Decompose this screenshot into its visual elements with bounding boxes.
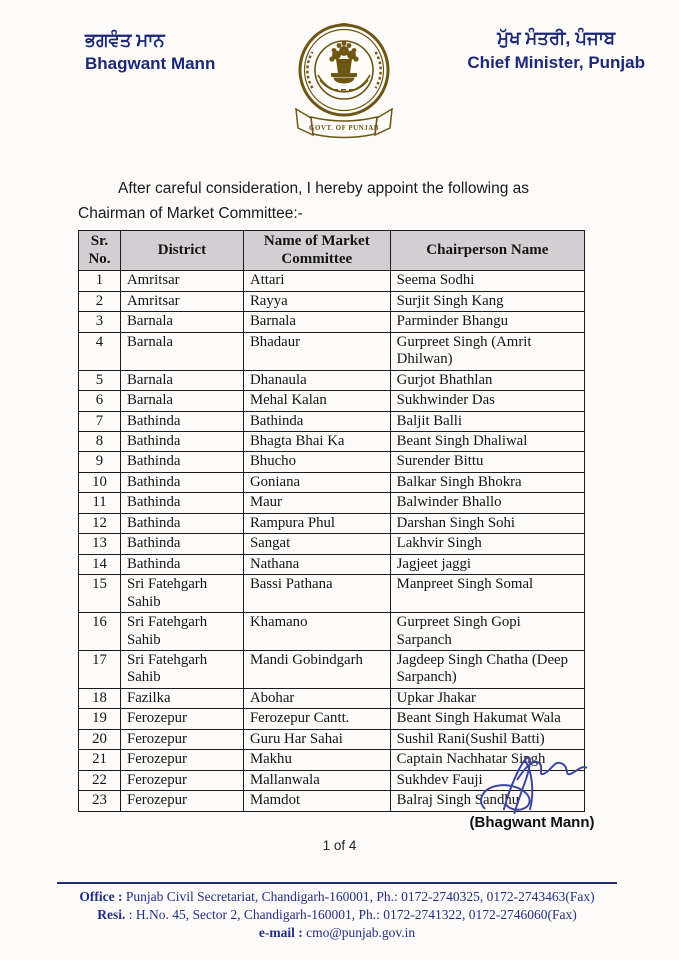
cell-chairperson: Captain Nachhatar Singh bbox=[390, 750, 584, 770]
signature-block bbox=[452, 750, 612, 831]
cell-chairperson: Gurpreet Singh (Amrit Dhilwan) bbox=[390, 332, 584, 370]
cell-sr-no: 9 bbox=[79, 452, 121, 472]
cell-market-committee: Maur bbox=[243, 493, 390, 513]
cell-market-committee: Nathana bbox=[243, 554, 390, 574]
footer-office-label: Office : bbox=[79, 889, 123, 904]
cell-chairperson: Jagjeet jaggi bbox=[390, 554, 584, 574]
cm-name-english: Bhagwant Mann bbox=[85, 54, 216, 73]
cell-market-committee: Goniana bbox=[243, 472, 390, 492]
cell-sr-no: 13 bbox=[79, 534, 121, 554]
emblem-banner-text: GOVT. OF PUNJAB bbox=[309, 124, 379, 132]
intro-paragraph: After careful consideration, I hereby appoint the following as Chairman of Market Committee:- bbox=[78, 180, 529, 222]
cell-district: Amritsar bbox=[120, 271, 243, 291]
cell-district: Ferozepur bbox=[120, 770, 243, 790]
cell-market-committee: Khamano bbox=[243, 613, 390, 651]
cell-district: Ferozepur bbox=[120, 709, 243, 729]
table-header bbox=[79, 231, 585, 271]
cell-market-committee: Rayya bbox=[243, 291, 390, 311]
table-row bbox=[79, 575, 585, 613]
cell-district: Sri Fatehgarh Sahib bbox=[120, 575, 243, 613]
cell-market-committee: Ferozepur Cantt. bbox=[243, 709, 390, 729]
cell-district: Bathinda bbox=[120, 513, 243, 533]
cell-sr-no: 7 bbox=[79, 411, 121, 431]
cell-chairperson: Jagdeep Singh Chatha (Deep Sarpanch) bbox=[390, 650, 584, 688]
cell-district: Bathinda bbox=[120, 472, 243, 492]
cell-chairperson: Parminder Bhangu bbox=[390, 312, 584, 332]
table-row bbox=[79, 493, 585, 513]
cell-chairperson: Manpreet Singh Somal bbox=[390, 575, 584, 613]
cell-sr-no: 6 bbox=[79, 391, 121, 411]
cell-sr-no: 23 bbox=[79, 791, 121, 811]
cm-name-punjabi: ਭਗਵੰਤ ਮਾਨ bbox=[85, 30, 165, 50]
cell-chairperson: Darshan Singh Sohi bbox=[390, 513, 584, 533]
cell-chairperson: Sukhwinder Das bbox=[390, 391, 584, 411]
cell-market-committee: Mamdot bbox=[243, 791, 390, 811]
cell-district: Ferozepur bbox=[120, 791, 243, 811]
cell-sr-no: 16 bbox=[79, 613, 121, 651]
cell-district: Fazilka bbox=[120, 688, 243, 708]
cell-sr-no: 14 bbox=[79, 554, 121, 574]
cell-chairperson: Balkar Singh Bhokra bbox=[390, 472, 584, 492]
table-header-row bbox=[79, 231, 585, 271]
cell-sr-no: 21 bbox=[79, 750, 121, 770]
header-market-committee: Name of Market Committee bbox=[243, 231, 390, 271]
cell-district: Barnala bbox=[120, 370, 243, 390]
cell-market-committee: Bhucho bbox=[243, 452, 390, 472]
cell-district: Barnala bbox=[120, 312, 243, 332]
signature-scribble-icon bbox=[469, 750, 595, 820]
cell-district: Ferozepur bbox=[120, 750, 243, 770]
cell-market-committee: Bassi Pathana bbox=[243, 575, 390, 613]
cell-chairperson: Balwinder Bhallo bbox=[390, 493, 584, 513]
cell-chairperson: Beant Singh Hakumat Wala bbox=[390, 709, 584, 729]
table-row bbox=[79, 452, 585, 472]
cell-sr-no: 19 bbox=[79, 709, 121, 729]
letterhead-left bbox=[85, 28, 215, 76]
cell-market-committee: Bhadaur bbox=[243, 332, 390, 370]
table-row bbox=[79, 534, 585, 554]
footer-residence-line bbox=[57, 906, 617, 924]
table-row bbox=[79, 709, 585, 729]
table-row bbox=[79, 332, 585, 370]
header-chairperson: Chairperson Name bbox=[390, 231, 584, 271]
cell-sr-no: 8 bbox=[79, 432, 121, 452]
cell-market-committee: Dhanaula bbox=[243, 370, 390, 390]
cm-title-punjabi: ਮੁੱਖ ਮੰਤਰੀ, ਪੰਜਾਬ bbox=[497, 28, 616, 48]
footer-office-line bbox=[57, 888, 617, 906]
cell-chairperson: Surjit Singh Kang bbox=[390, 291, 584, 311]
cell-district: Sri Fatehgarh Sahib bbox=[120, 650, 243, 688]
cell-market-committee: Bathinda bbox=[243, 411, 390, 431]
cell-sr-no: 2 bbox=[79, 291, 121, 311]
cell-district: Bathinda bbox=[120, 534, 243, 554]
cell-district: Bathinda bbox=[120, 452, 243, 472]
cell-district: Bathinda bbox=[120, 432, 243, 452]
footer-email-line bbox=[57, 924, 617, 942]
cell-district: Amritsar bbox=[120, 291, 243, 311]
cell-district: Barnala bbox=[120, 332, 243, 370]
cell-chairperson: Baljit Balli bbox=[390, 411, 584, 431]
table-row bbox=[79, 271, 585, 291]
cell-chairperson: Beant Singh Dhaliwal bbox=[390, 432, 584, 452]
footer-email-label: e-mail : bbox=[258, 925, 303, 940]
footer-residence-label: Resi. bbox=[97, 907, 126, 922]
table-row bbox=[79, 613, 585, 651]
cell-sr-no: 15 bbox=[79, 575, 121, 613]
cell-district: Bathinda bbox=[120, 411, 243, 431]
cell-chairperson: Upkar Jhakar bbox=[390, 688, 584, 708]
signatory-name: (Bhagwant Mann) bbox=[469, 814, 595, 831]
cell-district: Barnala bbox=[120, 391, 243, 411]
table-body bbox=[79, 271, 585, 811]
cell-market-committee: Mehal Kalan bbox=[243, 391, 390, 411]
cell-market-committee: Rampura Phul bbox=[243, 513, 390, 533]
appointments-table bbox=[78, 230, 585, 812]
cm-title-english: Chief Minister, Punjab bbox=[467, 53, 645, 72]
table-row bbox=[79, 513, 585, 533]
page-number: 1 of 4 bbox=[322, 838, 357, 853]
cell-sr-no: 1 bbox=[79, 271, 121, 291]
footer-email-text: cmo@punjab.gov.in bbox=[302, 925, 416, 940]
cell-sr-no: 10 bbox=[79, 472, 121, 492]
header-sr-no: Sr. No. bbox=[79, 231, 121, 271]
table-row bbox=[79, 391, 585, 411]
cell-sr-no: 18 bbox=[79, 688, 121, 708]
table-row bbox=[79, 688, 585, 708]
punjab-government-emblem-icon bbox=[280, 14, 408, 150]
table-row bbox=[79, 729, 585, 749]
cell-chairperson: Gurjot Bhathlan bbox=[390, 370, 584, 390]
table-row bbox=[79, 370, 585, 390]
cell-chairperson: Balraj Singh Sandhu bbox=[390, 791, 584, 811]
cell-market-committee: Abohar bbox=[243, 688, 390, 708]
cell-market-committee: Mallanwala bbox=[243, 770, 390, 790]
header-district: District bbox=[120, 231, 243, 271]
footer-office-text: Punjab Civil Secretariat, Chandigarh-160001, Ph.: 0172-2740325, 0172-2743463(Fax) bbox=[122, 889, 595, 904]
cell-market-committee: Sangat bbox=[243, 534, 390, 554]
cell-market-committee: Makhu bbox=[243, 750, 390, 770]
table-row bbox=[79, 432, 585, 452]
cell-chairperson: Sukhdev Fauji bbox=[390, 770, 584, 790]
table-row bbox=[79, 411, 585, 431]
table-row bbox=[79, 554, 585, 574]
cell-district: Sri Fatehgarh Sahib bbox=[120, 613, 243, 651]
cell-market-committee: Attari bbox=[243, 271, 390, 291]
cell-sr-no: 22 bbox=[79, 770, 121, 790]
cell-chairperson: Gurpreet Singh Gopi Sarpanch bbox=[390, 613, 584, 651]
cell-sr-no: 12 bbox=[79, 513, 121, 533]
cell-market-committee: Bhagta Bhai Ka bbox=[243, 432, 390, 452]
cell-sr-no: 11 bbox=[79, 493, 121, 513]
cell-chairperson: Lakhvir Singh bbox=[390, 534, 584, 554]
table-row bbox=[79, 291, 585, 311]
cell-market-committee: Barnala bbox=[243, 312, 390, 332]
cell-district: Ferozepur bbox=[120, 729, 243, 749]
footer-residence-text: : H.No. 45, Sector 2, Chandigarh-160001, Ph.: 0172-2741322, 0172-2746060(Fax) bbox=[125, 907, 577, 922]
cell-market-committee: Mandi Gobindgarh bbox=[243, 650, 390, 688]
cell-sr-no: 3 bbox=[79, 312, 121, 332]
cell-sr-no: 4 bbox=[79, 332, 121, 370]
footer-contact-block bbox=[57, 882, 617, 942]
cell-sr-no: 17 bbox=[79, 650, 121, 688]
cell-sr-no: 5 bbox=[79, 370, 121, 390]
cell-district: Bathinda bbox=[120, 493, 243, 513]
cell-market-committee: Guru Har Sahai bbox=[243, 729, 390, 749]
cell-sr-no: 20 bbox=[79, 729, 121, 749]
table-row bbox=[79, 650, 585, 688]
cell-district: Bathinda bbox=[120, 554, 243, 574]
cell-chairperson: Sushil Rani(Sushil Batti) bbox=[390, 729, 584, 749]
cell-chairperson: Surender Bittu bbox=[390, 452, 584, 472]
table-row bbox=[79, 472, 585, 492]
cell-chairperson: Seema Sodhi bbox=[390, 271, 584, 291]
table-row bbox=[79, 312, 585, 332]
letterhead-right bbox=[467, 26, 645, 75]
